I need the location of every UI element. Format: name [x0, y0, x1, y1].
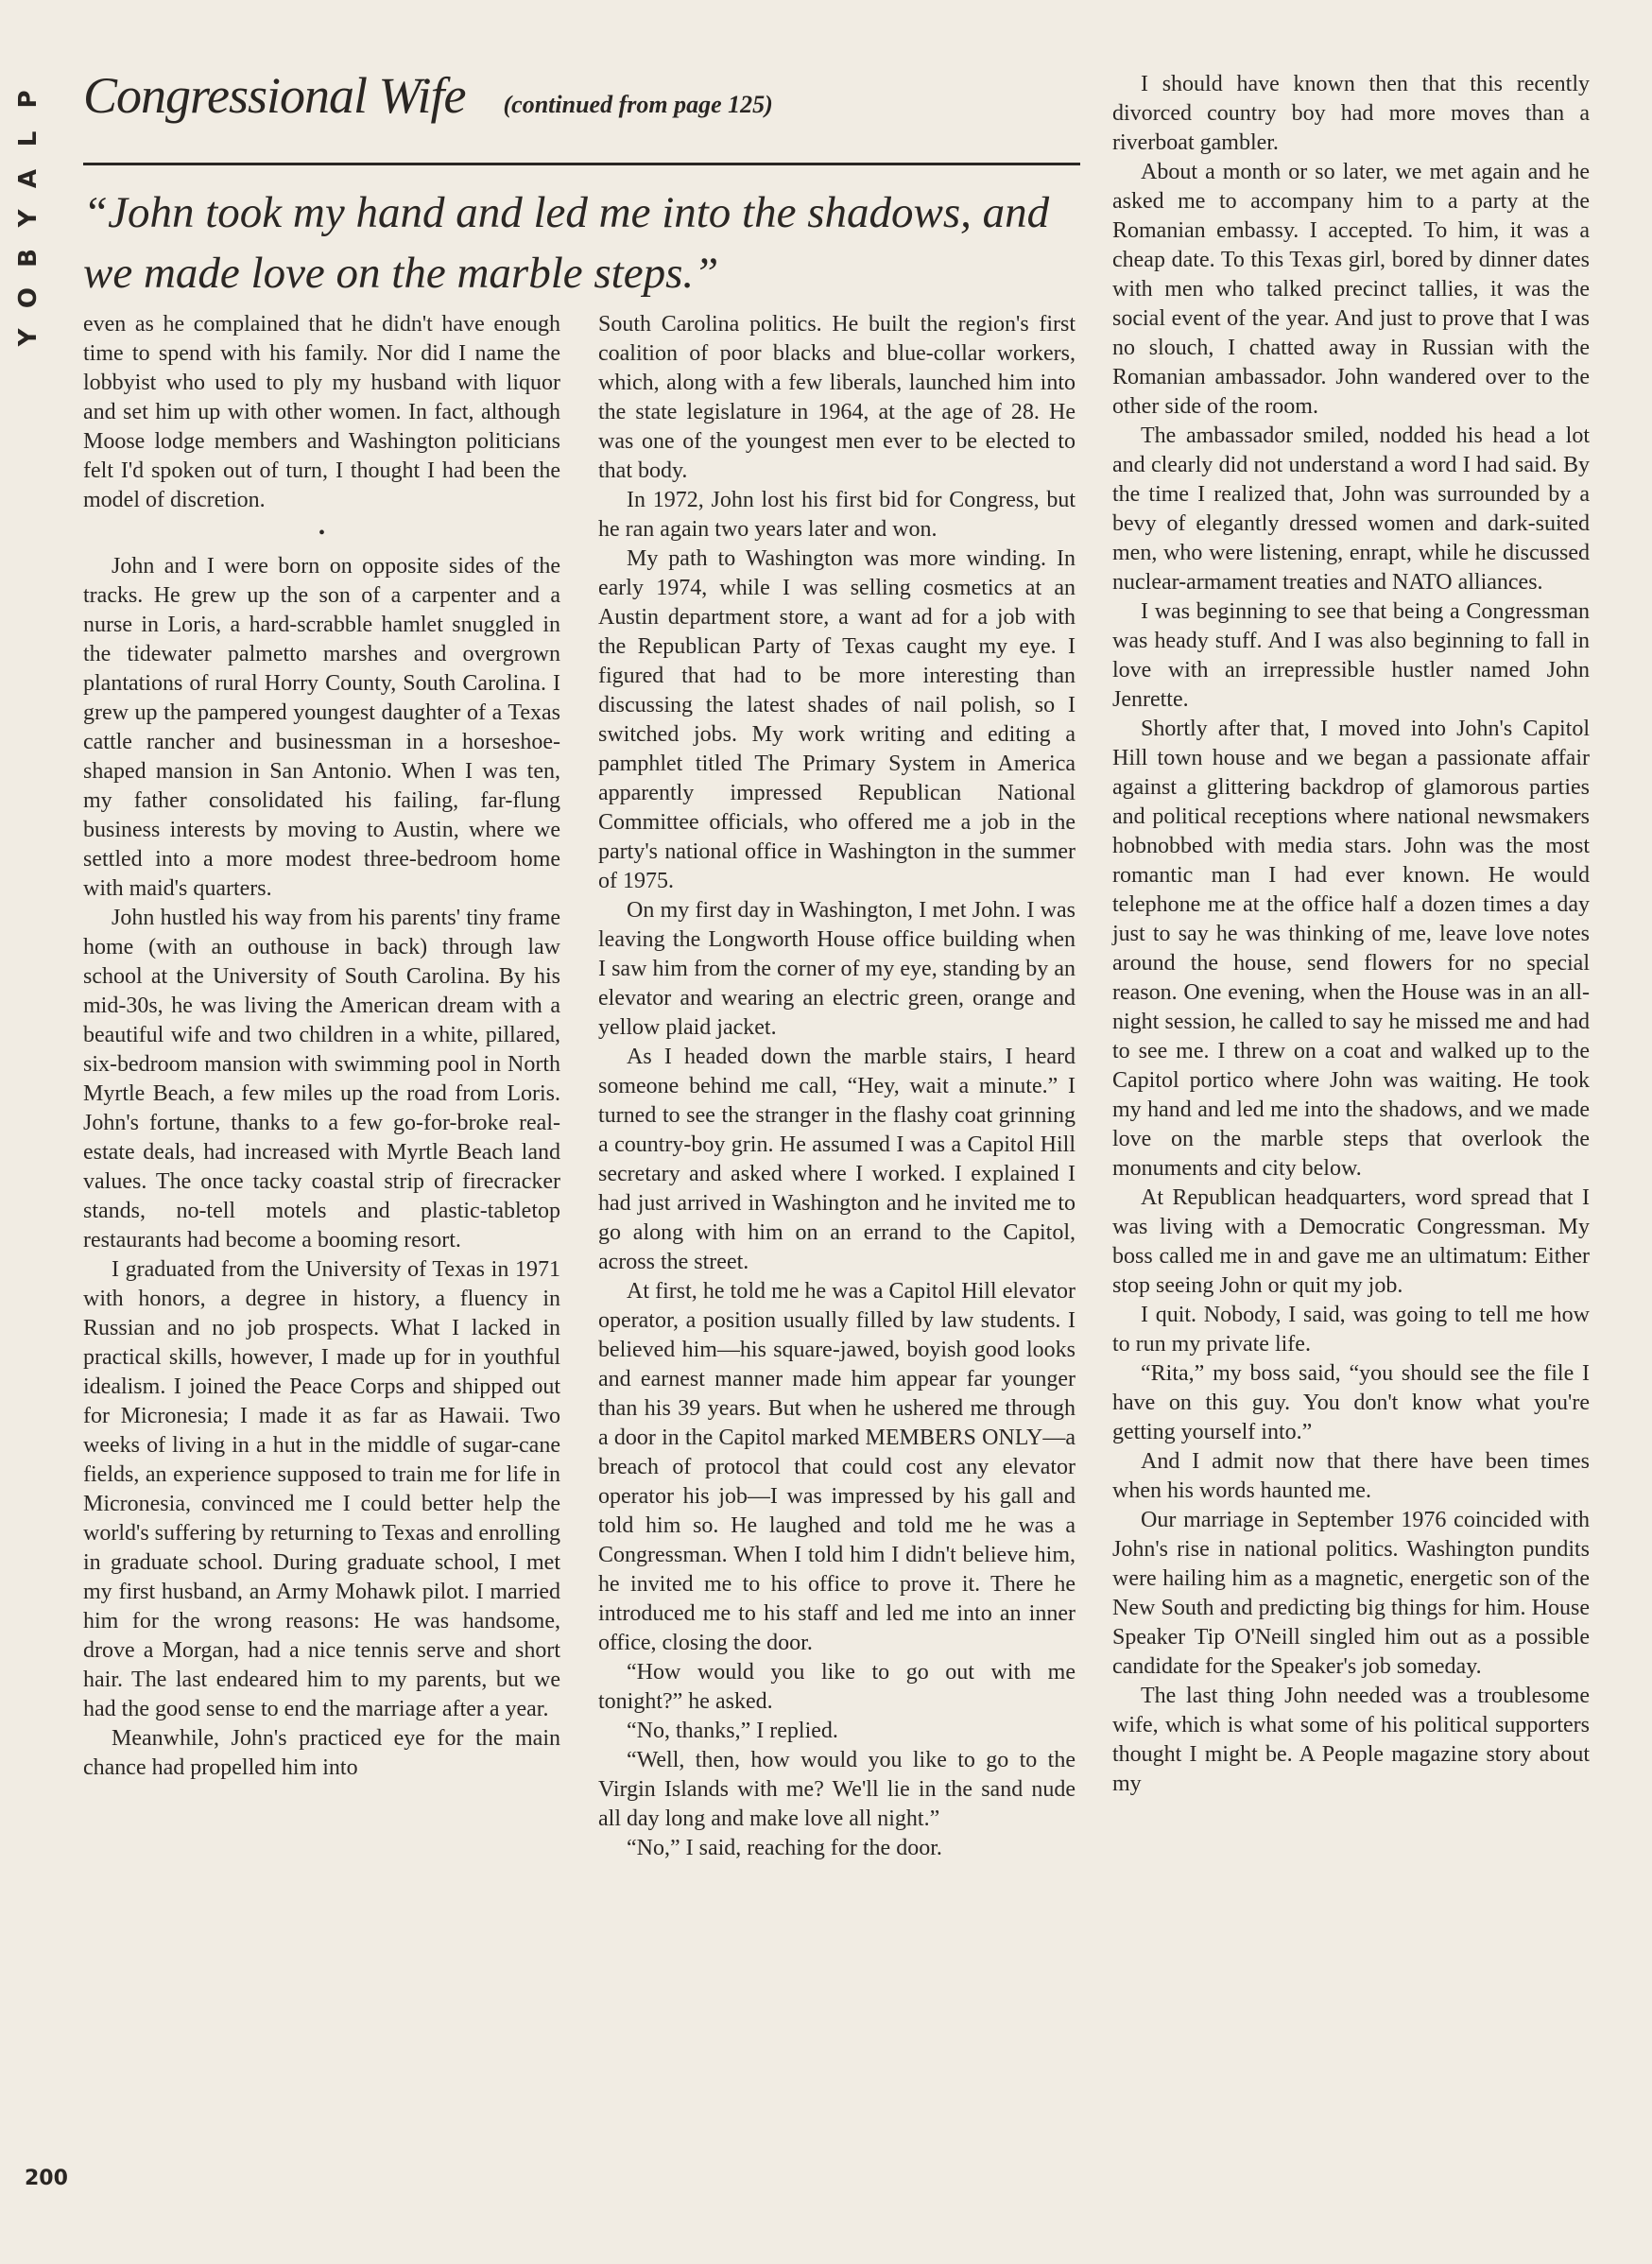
paragraph: I graduated from the University of Texas in 1971 with honors, a degree in history, a fluency in Russian and no job prospects. What I lacked in practical skills, however, I made up for in youthful idealism. I joined the Peace Corps and shipped out for Micronesia; I made it as far as Hawaii. Two weeks of living in a hut in the middle of sugar-cane fields, an experience supposed to train me for life in Micronesia, convinced me I could better help the world's suffering by returning to Texas and enrolling in graduate school. During graduate school, I met my first husband, an Army Mohawk pilot. I married him for the wrong reasons: He was handsome, drove a Morgan, had a nice tennis serve and short hair. The last endeared him to my parents, but we had the good sense to end the marriage after a year.	[83, 1257, 560, 1721]
paragraph: About a month or so later, we met again and he asked me to accompany him to a party at the Romanian embassy. I accepted. To him, it was a cheap date. To this Texas girl, bored by dinner dates with men who talked precinct tallies, it was the social event of the year. And just to prove that I was no slouch, I chatted away in Russian with the Romanian ambassador. John wandered over to the other side of the room.	[1112, 160, 1590, 419]
article-header	[83, 66, 1080, 303]
magazine-letter: L	[14, 130, 43, 147]
magazine-letter: Y	[14, 209, 43, 228]
paragraph: John and I were born on opposite sides of the tracks. He grew up the son of a carpenter and a nurse in Loris, a hard-scrabble hamlet snuggled in the tidewater palmetto marshes and overgrown plantations of rural Horry County, South Carolina. I grew up the pampered youngest daughter of a Texas cattle rancher and businessman in a horseshoe-shaped mansion in San Antonio. When I was ten, my father consolidated his failing, far-flung business interests by moving to Austin, where we settled into a more modest three-bedroom home with maid's quarters.	[83, 554, 560, 901]
series-title: Congressional Wife	[83, 67, 466, 124]
magazine-name-vertical	[13, 79, 43, 357]
paragraph: “No,” I said, reaching for the door.	[627, 1836, 942, 1860]
text-column-3	[1112, 70, 1590, 1799]
pull-quote: “John took my hand and led me into the shadows, and we made love on the marble steps.”	[83, 188, 1050, 298]
paragraph: At Republican headquarters, word spread that I was living with a Democratic Congressman. My boss called me in and gave me an ultimatum: Either stop seeing John or quit my job.	[1112, 1185, 1590, 1298]
paragraph: “How would you like to go out with me tonight?” he asked.	[598, 1660, 1076, 1714]
paragraph: Meanwhile, John's practiced eye for the main chance had propelled him into	[83, 1726, 560, 1780]
paragraph: “No, thanks,” I replied.	[627, 1719, 838, 1743]
title-row	[83, 66, 1080, 142]
paragraph: “Rita,” my boss said, “you should see the file I have on this guy. You don't know what you're getting yourself into.”	[1112, 1361, 1590, 1444]
magazine-letter: A	[14, 168, 43, 189]
paragraph: John hustled his way from his parents' tiny frame home (with an outhouse in back) through law school at the University of South Carolina. By his mid-30s, he was living the American dream with a beautiful wife and two children in a white, pillared, six-bedroom mansion with swimming pool in North Myrtle Beach, a few miles up the road from Loris. John's fortune, thanks to a few go-for-broke real-estate deals, had increased with Myrtle Beach land values. The once tacky coastal strip of firecracker stands, no-tell motels and plastic-tabletop restaurants had become a booming resort.	[83, 906, 560, 1253]
paragraph: And I admit now that there have been times when his words haunted me.	[1112, 1449, 1590, 1503]
header-rule	[83, 163, 1080, 165]
paragraph: I was beginning to see that being a Congressman was heady stuff. And I was also beginning to fall in love with an irrepressible hustler named John Jenrette.	[1112, 599, 1590, 712]
paragraph: As I headed down the marble stairs, I heard someone behind me call, “Hey, wait a minute.” I turned to see the stranger in the flashy coat grinning a country-boy grin. He assumed I was a Capitol Hill secretary and asked where I worked. I explained I had just arrived in Washington and he invited me to go along with him on an errand to the Capitol, across the street.	[598, 1045, 1076, 1274]
magazine-letter: B	[14, 249, 43, 268]
paragraph: even as he complained that he didn't have enough time to spend with his family. Nor did I name the lobbyist who used to ply my husband with liquor and set him up with other women. In fact, although Moose lodge members and Washington politicians felt I'd spoken out of turn, I thought I had been the model of discretion.	[83, 312, 560, 512]
paragraph: Shortly after that, I moved into John's Capitol Hill town house and we began a passionate affair against a glittering backdrop of glamorous parties and political receptions where national newsmakers hobnobbed with media stars. John was the most romantic man I had ever known. He would telephone me at the office half a dozen times a day just to say he was thinking of me, leave love notes around the house, send flowers for no special reason. One evening, when the House was in an all-night session, he called to say he missed me and had to see me. I threw on a coat and walked up to the Capitol portico where John was waiting. He took my hand and led me into the shadows, and we made love on the marble steps that overlook the monuments and city below.	[1112, 717, 1590, 1181]
section-divider: •	[318, 523, 325, 544]
paragraph: Our marriage in September 1976 coincided with John's rise in national politics. Washington pundits were hailing him as a magnetic, energetic son of the New South and predicting big things for him. House Speaker Tip O'Neill singled him out as a possible candidate for the Speaker's job someday.	[1112, 1508, 1590, 1679]
page-number: 200	[25, 2167, 68, 2190]
magazine-letter: P	[14, 90, 43, 109]
text-column-1	[83, 310, 560, 1783]
paragraph: The ambassador smiled, nodded his head a lot and clearly did not understand a word I had said. By the time I realized that, John was surrounded by a bevy of elegantly dressed women and dark-suited men, who were listening, enrapt, while he discussed nuclear-armament treaties and NATO alliances.	[1112, 423, 1590, 595]
paragraph: At first, he told me he was a Capitol Hill elevator operator, a position usually filled by law students. I believed him—his square-jawed, boyish good looks and earnest manner made him appear far younger than his 39 years. But when he ushered me through a door in the Capitol marked MEMBERS ONLY—a breach of protocol that could cost any elevator operator his job—I was impressed by his gall and told him so. He laughed and told me he was a Congressman. When I told him I didn't believe him, he invited me to his office to prove it. There he introduced me to his staff and led me into an inner office, closing the door.	[598, 1279, 1076, 1655]
paragraph: South Carolina politics. He built the region's first coalition of poor blacks and blue-collar workers, which, along with a few liberals, launched him into the state legislature in 1964, at the age of 28. He was one of the youngest men ever to be elected to that body.	[598, 312, 1076, 483]
magazine-letter: O	[14, 286, 43, 309]
paragraph: My path to Washington was more winding. In early 1974, while I was selling cosmetics at an Austin department store, a want ad for a job with the Republican Party of Texas caught my eye. I figured that had to be more interesting than discussing the latest shades of nail polish, so I switched jobs. My work writing and editing a pamphlet titled The Primary System in America apparently impressed Republican National Committee officials, who offered me a job in the party's national office in Washington in the summer of 1975.	[598, 546, 1076, 893]
paragraph: “Well, then, how would you like to go to the Virgin Islands with me? We'll lie in the sand nude all day long and make love all night.”	[598, 1748, 1076, 1831]
paragraph: On my first day in Washington, I met John. I was leaving the Longworth House office building when I saw him from the corner of my eye, standing by an elevator and wearing an electric green, orange and yellow plaid jacket.	[598, 898, 1076, 1040]
paragraph: I should have known then that this recently divorced country boy had more moves than a riverboat gambler.	[1112, 72, 1590, 155]
continued-note: (continued from page 125)	[503, 91, 773, 118]
paragraph: The last thing John needed was a troublesome wife, which is what some of his political supporters thought I might be. A People magazine story about my	[1112, 1684, 1590, 1796]
paragraph: In 1972, John lost his first bid for Congress, but he ran again two years later and won.	[598, 488, 1076, 542]
text-column-2	[598, 310, 1076, 1863]
magazine-letter: Y	[14, 328, 43, 347]
paragraph: I quit. Nobody, I said, was going to tell me how to run my private life.	[1112, 1303, 1590, 1357]
